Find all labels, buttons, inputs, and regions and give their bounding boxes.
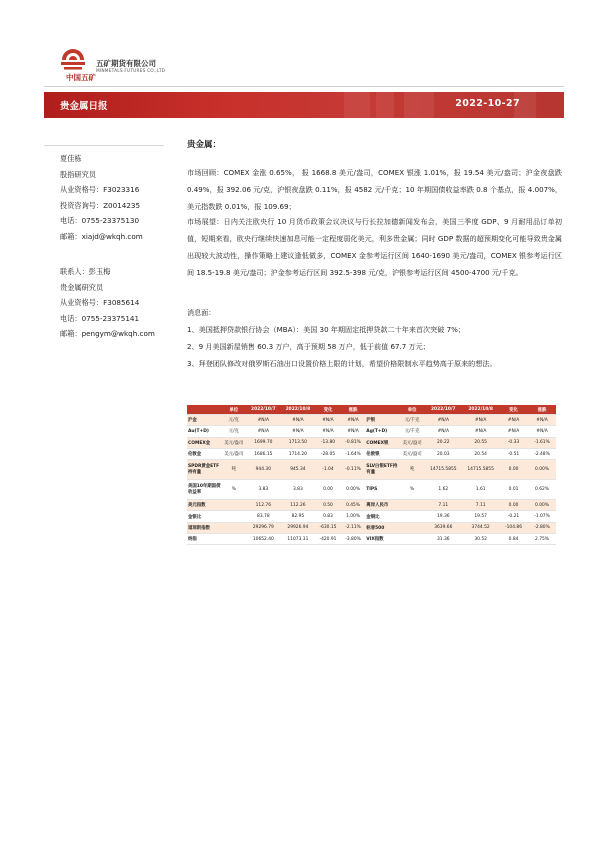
- table-header-cell: [187, 405, 222, 415]
- table-cell: 0.84: [499, 534, 528, 545]
- table-cell: -0.11%: [341, 460, 366, 480]
- table-cell: 纳指: [187, 534, 222, 545]
- news-title: 消息面：: [187, 308, 216, 317]
- table-cell: Ag(T+D): [365, 426, 400, 437]
- table-cell: %: [400, 480, 425, 500]
- table-cell: 0.00%: [341, 480, 366, 500]
- table-cell: 1713.50: [281, 437, 316, 448]
- author-1-line: 从业资格号：F3023316: [60, 185, 140, 195]
- table-cell: 1714.20: [281, 448, 316, 459]
- table-cell: 7.11: [424, 500, 462, 511]
- author-2-line: 贵金属研究员: [60, 282, 104, 292]
- table-cell: 金银比: [187, 511, 222, 522]
- table-cell: 7.11: [462, 500, 499, 511]
- table-cell: #N/A: [341, 426, 366, 437]
- table-cell: #N/A: [499, 415, 528, 426]
- table-cell: 29926.94: [281, 522, 316, 533]
- table-cell: 0.01: [499, 480, 528, 500]
- table-cell: 14715.5855: [462, 460, 499, 480]
- author-1-line: 股指研究员: [60, 169, 96, 179]
- table-cell: 1686.15: [246, 448, 281, 459]
- table-header-cell: 涨跌: [528, 405, 556, 415]
- table-cell: 1.62: [424, 480, 462, 500]
- table-cell: 1.00%: [341, 511, 366, 522]
- table-cell: 美元/盎司: [222, 448, 247, 459]
- market-outlook: 市场展望：日内关注欧央行 10 月货币政策会议决议与行长拉加德新闻发布会，美国三季度 GDP、9 月耐用品订单初值，短期来看，欧央行继续快速加息可能一定程度弱化美元，利多贵金属；同时 GDP 数据的超预期变化可能导致贵金属出现较大波动性，操作策略上建议逢低做多，COMEX 金参考运行区间 1640-1690 美元/盎司，COMEX 银参考运行区间 18.5-19.8 美元/盎司；沪金参考运行区间 392.5-398 元/克，沪银参考运行区间 4500-4700 元/千克。: [187, 217, 562, 277]
- table-header-cell: 单位: [400, 405, 425, 415]
- table-cell: 3.83: [246, 480, 281, 500]
- news-item: 1、美国抵押贷款银行协会（MBA）：美国 30 年期固定抵押贷款二十年来首次突破 7%；: [187, 325, 465, 334]
- logo-text: 中国五矿: [66, 73, 96, 82]
- table-cell: [222, 522, 247, 533]
- table-cell: 0.00%: [528, 460, 556, 480]
- table-cell: #N/A: [315, 426, 341, 437]
- table-cell: 元/千克: [400, 426, 425, 437]
- title-banner: [44, 92, 564, 118]
- table-cell: 0.83: [315, 511, 341, 522]
- table-cell: SLV白银ETF持有量: [365, 460, 400, 480]
- table-cell: -0.51: [499, 448, 528, 459]
- table-cell: 元/克: [222, 426, 247, 437]
- table-cell: #N/A: [315, 415, 341, 426]
- table-cell: SPDR黄金ETF持有量: [187, 460, 222, 480]
- table-cell: 2.75%: [528, 534, 556, 545]
- table-cell: #N/A: [281, 426, 316, 437]
- table-cell: 0.00: [499, 460, 528, 480]
- table-cell: 3639.66: [424, 522, 462, 533]
- table-header-row: [187, 405, 556, 415]
- table-cell: 19.36: [424, 511, 462, 522]
- table-row: [187, 415, 556, 426]
- table-header-cell: 2022/10/8: [281, 405, 316, 415]
- table-cell: 0.45%: [341, 500, 366, 511]
- section-title: 贵金属：: [187, 140, 222, 150]
- table-cell: 11073.31: [281, 534, 316, 545]
- market-review: 市场回顾：COMEX 金涨 0.65%， 报 1668.8 美元/盎司，COMEX 银涨 1.01%，报 19.54 美元/盎司；沪金夜盘跌 0.49%，报 392.06 元/克，沪银夜盘跌 0.11%，报 4582 元/千克；10 年期国债收益率跌 0.8 个基点，报 4.007%，美元指数跌 0.01%，报 109.69；: [187, 168, 562, 211]
- table-cell: 1.61: [462, 480, 499, 500]
- table-row: [187, 448, 556, 459]
- table-cell: 19.57: [462, 511, 499, 522]
- table-header-cell: 2022/10/8: [462, 405, 499, 415]
- table-cell: 944.30: [246, 460, 281, 480]
- table-cell: 道琼斯指数: [187, 522, 222, 533]
- table-cell: 3.83: [281, 480, 316, 500]
- table-header-cell: 单位: [222, 405, 247, 415]
- table-cell: TIPS: [365, 480, 400, 500]
- table-cell: 0.00: [499, 500, 528, 511]
- table-cell: 美元/盎司: [400, 448, 425, 459]
- table-cell: -0.21: [499, 511, 528, 522]
- table-cell: -0.81%: [341, 437, 366, 448]
- table-cell: 10652.40: [246, 534, 281, 545]
- table-cell: #N/A: [246, 415, 281, 426]
- table-cell: COMEX银: [365, 437, 400, 448]
- table-cell: 29296.79: [246, 522, 281, 533]
- table-cell: 82.95: [281, 511, 316, 522]
- table-cell: -2.48%: [528, 448, 556, 459]
- report-date: 2022-10-27: [455, 98, 520, 109]
- table-cell: -630.15: [315, 522, 341, 533]
- table-cell: -13.80: [315, 437, 341, 448]
- table-cell: #N/A: [424, 415, 462, 426]
- table-cell: 20.55: [462, 437, 499, 448]
- author-2-line: 邮箱：pengym@wkqh.com: [60, 329, 155, 339]
- author-1-line: 邮箱：xiajd@wkqh.com: [60, 232, 143, 241]
- table-row: [187, 460, 556, 480]
- table-cell: 伦敦银: [365, 448, 400, 459]
- table-cell: [400, 522, 425, 533]
- table-cell: 美国10年期国债收益率: [187, 480, 222, 500]
- table-cell: Au(T+D): [187, 426, 222, 437]
- header-divider: [44, 86, 564, 87]
- table-cell: #N/A: [462, 426, 499, 437]
- table-cell: %: [222, 480, 247, 500]
- price-table: [187, 405, 556, 545]
- table-cell: #N/A: [462, 415, 499, 426]
- table-cell: VIX指数: [365, 534, 400, 545]
- table-cell: [400, 534, 425, 545]
- table-cell: #N/A: [246, 426, 281, 437]
- table-cell: 3744.52: [462, 522, 499, 533]
- table-cell: -420.91: [315, 534, 341, 545]
- table-cell: -1.61%: [528, 437, 556, 448]
- table-cell: 美元/盎司: [400, 437, 425, 448]
- table-cell: 金铜比: [365, 511, 400, 522]
- table-row: [187, 511, 556, 522]
- news-item: 2、9 月美国新屋销售 60.3 万户，高于预期 58 万户，低于前值 67.7 万元；: [187, 342, 430, 351]
- author-2-line: 从业资格号：F3085614: [60, 298, 140, 308]
- table-header-cell: 2022/10/7: [424, 405, 462, 415]
- table-cell: [222, 500, 247, 511]
- table-cell: 吨: [222, 460, 247, 480]
- table-cell: 吨: [400, 460, 425, 480]
- table-cell: 离岸人民币: [365, 500, 400, 511]
- table-cell: 30.52: [462, 534, 499, 545]
- company-logo-icon: [58, 46, 88, 72]
- table-cell: 美元指数: [187, 500, 222, 511]
- table-cell: 0.50: [315, 500, 341, 511]
- report-header: [44, 46, 564, 84]
- table-cell: #N/A: [528, 415, 556, 426]
- table-cell: 20.22: [424, 437, 462, 448]
- table-cell: -2.80%: [528, 522, 556, 533]
- table-cell: [400, 500, 425, 511]
- table-row: [187, 480, 556, 500]
- table-cell: 0.00: [315, 480, 341, 500]
- table-cell: #N/A: [281, 415, 316, 426]
- table-cell: 元/千克: [400, 415, 425, 426]
- table-cell: 31.36: [424, 534, 462, 545]
- table-cell: 1699.70: [246, 437, 281, 448]
- table-cell: #N/A: [499, 426, 528, 437]
- table-cell: 美元/盎司: [222, 437, 247, 448]
- table-cell: 20.54: [462, 448, 499, 459]
- table-cell: 0.00%: [528, 500, 556, 511]
- table-header-cell: 变化: [315, 405, 341, 415]
- table-cell: [222, 534, 247, 545]
- table-cell: #N/A: [528, 426, 556, 437]
- table-cell: 112.26: [281, 500, 316, 511]
- table-cell: -28.05: [315, 448, 341, 459]
- sidebar-divider: [44, 145, 164, 146]
- news-item: 3、拜登团队修改对俄罗斯石油出口设置价格上限的计划，希望价格限制水平趋势高于原来的想法。: [187, 359, 497, 368]
- table-cell: 元/克: [222, 415, 247, 426]
- table-row: [187, 500, 556, 511]
- table-cell: -0.33: [499, 437, 528, 448]
- report-title: 贵金属日报: [60, 101, 108, 112]
- table-cell: 83.78: [246, 511, 281, 522]
- table-cell: -2.11%: [341, 522, 366, 533]
- table-header-cell: 涨跌: [341, 405, 366, 415]
- table-cell: [222, 511, 247, 522]
- table-cell: 沪银: [365, 415, 400, 426]
- table-header-cell: [365, 405, 400, 415]
- table-row: [187, 534, 556, 545]
- table-cell: 0.62%: [528, 480, 556, 500]
- table-cell: -1.07%: [528, 511, 556, 522]
- table-cell: 945.34: [281, 460, 316, 480]
- table-row: [187, 522, 556, 533]
- author-2-line: 电话：0755-23375141: [60, 313, 140, 323]
- author-1-line: 电话：0755-23375130: [60, 216, 140, 226]
- author-1-line: 投资咨询号：Z0014235: [60, 200, 141, 210]
- table-cell: 沪金: [187, 415, 222, 426]
- table-cell: 20.03: [424, 448, 462, 459]
- table-header-cell: 变化: [499, 405, 528, 415]
- table-row: [187, 437, 556, 448]
- table-header-cell: 2022/10/7: [246, 405, 281, 415]
- table-cell: -1.64%: [341, 448, 366, 459]
- table-cell: [400, 511, 425, 522]
- table-cell: #N/A: [424, 426, 462, 437]
- table-cell: COMEX金: [187, 437, 222, 448]
- table-cell: 伦敦金: [187, 448, 222, 459]
- table-row: [187, 426, 556, 437]
- author-2-line: 联系人：彭玉梅: [60, 267, 111, 276]
- author-1-line: 夏佳栋: [60, 154, 82, 163]
- company-name-cn: 五矿期货有限公司: [96, 59, 156, 68]
- table-cell: #N/A: [341, 415, 366, 426]
- table-cell: -104.86: [499, 522, 528, 533]
- table-cell: 112.76: [246, 500, 281, 511]
- table-cell: 14715.5855: [424, 460, 462, 480]
- table-cell: 标普500: [365, 522, 400, 533]
- table-cell: -3.80%: [341, 534, 366, 545]
- company-name-en: MINMETALS FUTURES CO.,LTD: [96, 69, 166, 74]
- table-cell: -1.04: [315, 460, 341, 480]
